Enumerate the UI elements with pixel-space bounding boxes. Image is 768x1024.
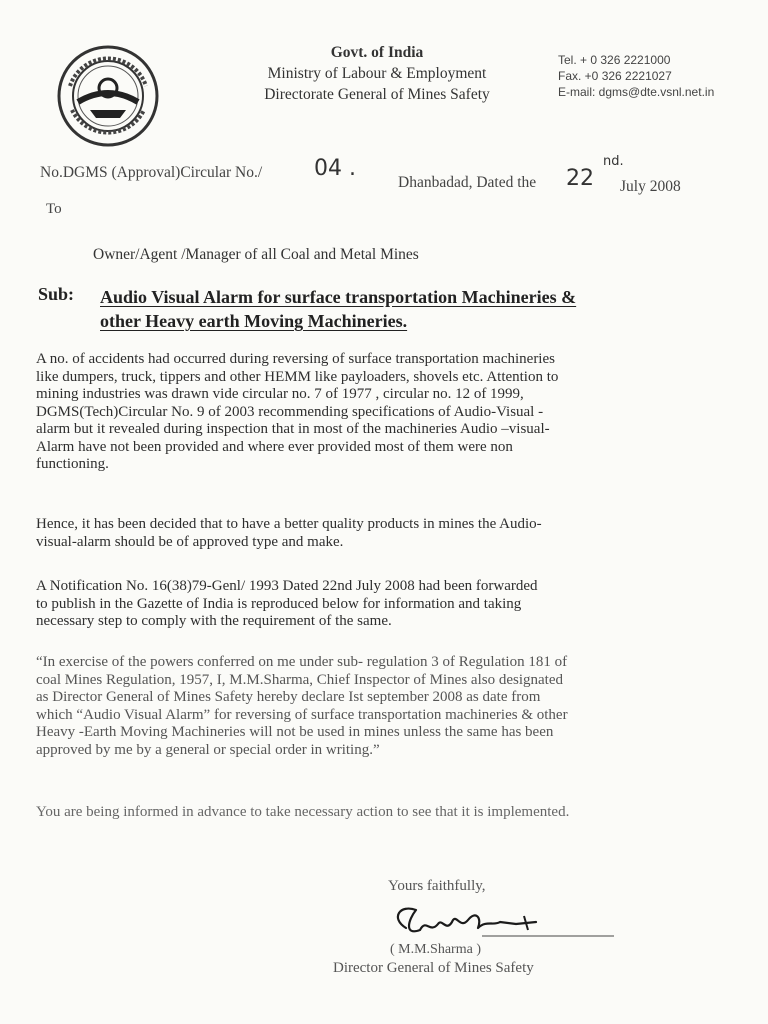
text-line: Alarm have not been provided and where ever provided most of them were non bbox=[36, 438, 513, 455]
handwritten-signature bbox=[386, 900, 616, 946]
subject-text bbox=[100, 285, 700, 333]
email: E-mail: dgms@dte.vsnl.net.in bbox=[558, 85, 715, 99]
text-line: to publish in the Gazette of India is reproduced below for information and taking bbox=[36, 595, 522, 612]
subject-line: Audio Visual Alarm for surface transportation Machineries & bbox=[100, 287, 577, 307]
place-dated: Dhanbadad, Dated the bbox=[398, 174, 537, 191]
addressee: Owner/Agent /Manager of all Coal and Metal Mines bbox=[93, 246, 419, 263]
telephone: Tel. + 0 326 2221000 bbox=[558, 53, 671, 67]
to-label: To bbox=[46, 201, 62, 217]
text-line: A no. of accidents had occurred during reversing of surface transportation machineries bbox=[36, 351, 555, 367]
text-line: A Notification No. 16(38)79-Genl/ 1993 Dated 22nd July 2008 had been forwarded bbox=[36, 578, 538, 594]
text-line: “In exercise of the powers conferred on me under sub- regulation 3 of Regulation 181 of bbox=[36, 654, 568, 670]
signer-name: ( M.M.Sharma ) bbox=[390, 942, 481, 957]
dgms-seal-logo bbox=[56, 44, 160, 148]
govt-heading: Govt. of India bbox=[330, 44, 424, 61]
text-line: You are being informed in advance to take necessary action to see that it is implemented. bbox=[36, 804, 570, 820]
signer-title: Director General of Mines Safety bbox=[333, 960, 534, 976]
directorate-heading: Directorate General of Mines Safety bbox=[264, 86, 490, 103]
text-line: as Director General of Mines Safety hereby declare Ist september 2008 as date from bbox=[36, 689, 541, 705]
letterhead-title-block bbox=[222, 42, 532, 105]
text-line: functioning. bbox=[36, 456, 109, 472]
paragraph-advance-notice bbox=[36, 804, 712, 822]
text-line: like dumpers, truck, tippers and other HEMM like payloaders, shovels etc. Attention to bbox=[36, 368, 559, 385]
text-line: necessary step to comply with the requirement of the same. bbox=[36, 613, 392, 629]
text-line: alarm but it revealed during inspection that in most of the machineries Audio –visual- bbox=[36, 421, 550, 437]
date-day-handwritten: 22 bbox=[566, 166, 594, 191]
subject-label: Sub: bbox=[38, 284, 75, 304]
paragraph-decision bbox=[36, 516, 712, 551]
contact-block bbox=[558, 52, 758, 100]
closing-salutation: Yours faithfully, bbox=[388, 878, 486, 894]
text-line: mining industries was drawn vide circular no. 7 of 1977 , circular no. 12 of 1999, bbox=[36, 386, 524, 402]
text-line: Heavy -Earth Moving Machineries will not be used in mines unless the same has been bbox=[36, 724, 554, 740]
subject-line: other Heavy earth Moving Machineries. bbox=[100, 311, 408, 331]
paragraph-quoted-notification bbox=[36, 654, 712, 759]
ministry-heading: Ministry of Labour & Employment bbox=[267, 65, 487, 82]
fax: Fax. +0 326 2221027 bbox=[558, 69, 672, 83]
text-line: which “Audio Visual Alarm” for reversing of surface transportation machineries & other bbox=[36, 706, 568, 723]
date-day-suffix: nd. bbox=[603, 154, 624, 169]
circular-number-handwritten: 04 . bbox=[314, 156, 356, 181]
reference-line bbox=[40, 154, 740, 200]
paragraph-notification bbox=[36, 578, 712, 631]
text-line: approved by me by a general or special order in writing.” bbox=[36, 741, 380, 758]
circular-number-prefix: No.DGMS (Approval)Circular No./ bbox=[40, 164, 263, 181]
text-line: DGMS(Tech)Circular No. 9 of 2003 recommending specifications of Audio-Visual - bbox=[36, 403, 544, 420]
paragraph-background bbox=[36, 351, 712, 474]
text-line: Hence, it has been decided that to have a better quality products in mines the Audio- bbox=[36, 516, 542, 532]
text-line: visual-alarm should be of approved type and make. bbox=[36, 533, 344, 550]
date-month-year: July 2008 bbox=[620, 178, 681, 195]
text-line: coal Mines Regulation, 1957, I, M.M.Sharma, Chief Inspector of Mines also designated bbox=[36, 671, 563, 688]
